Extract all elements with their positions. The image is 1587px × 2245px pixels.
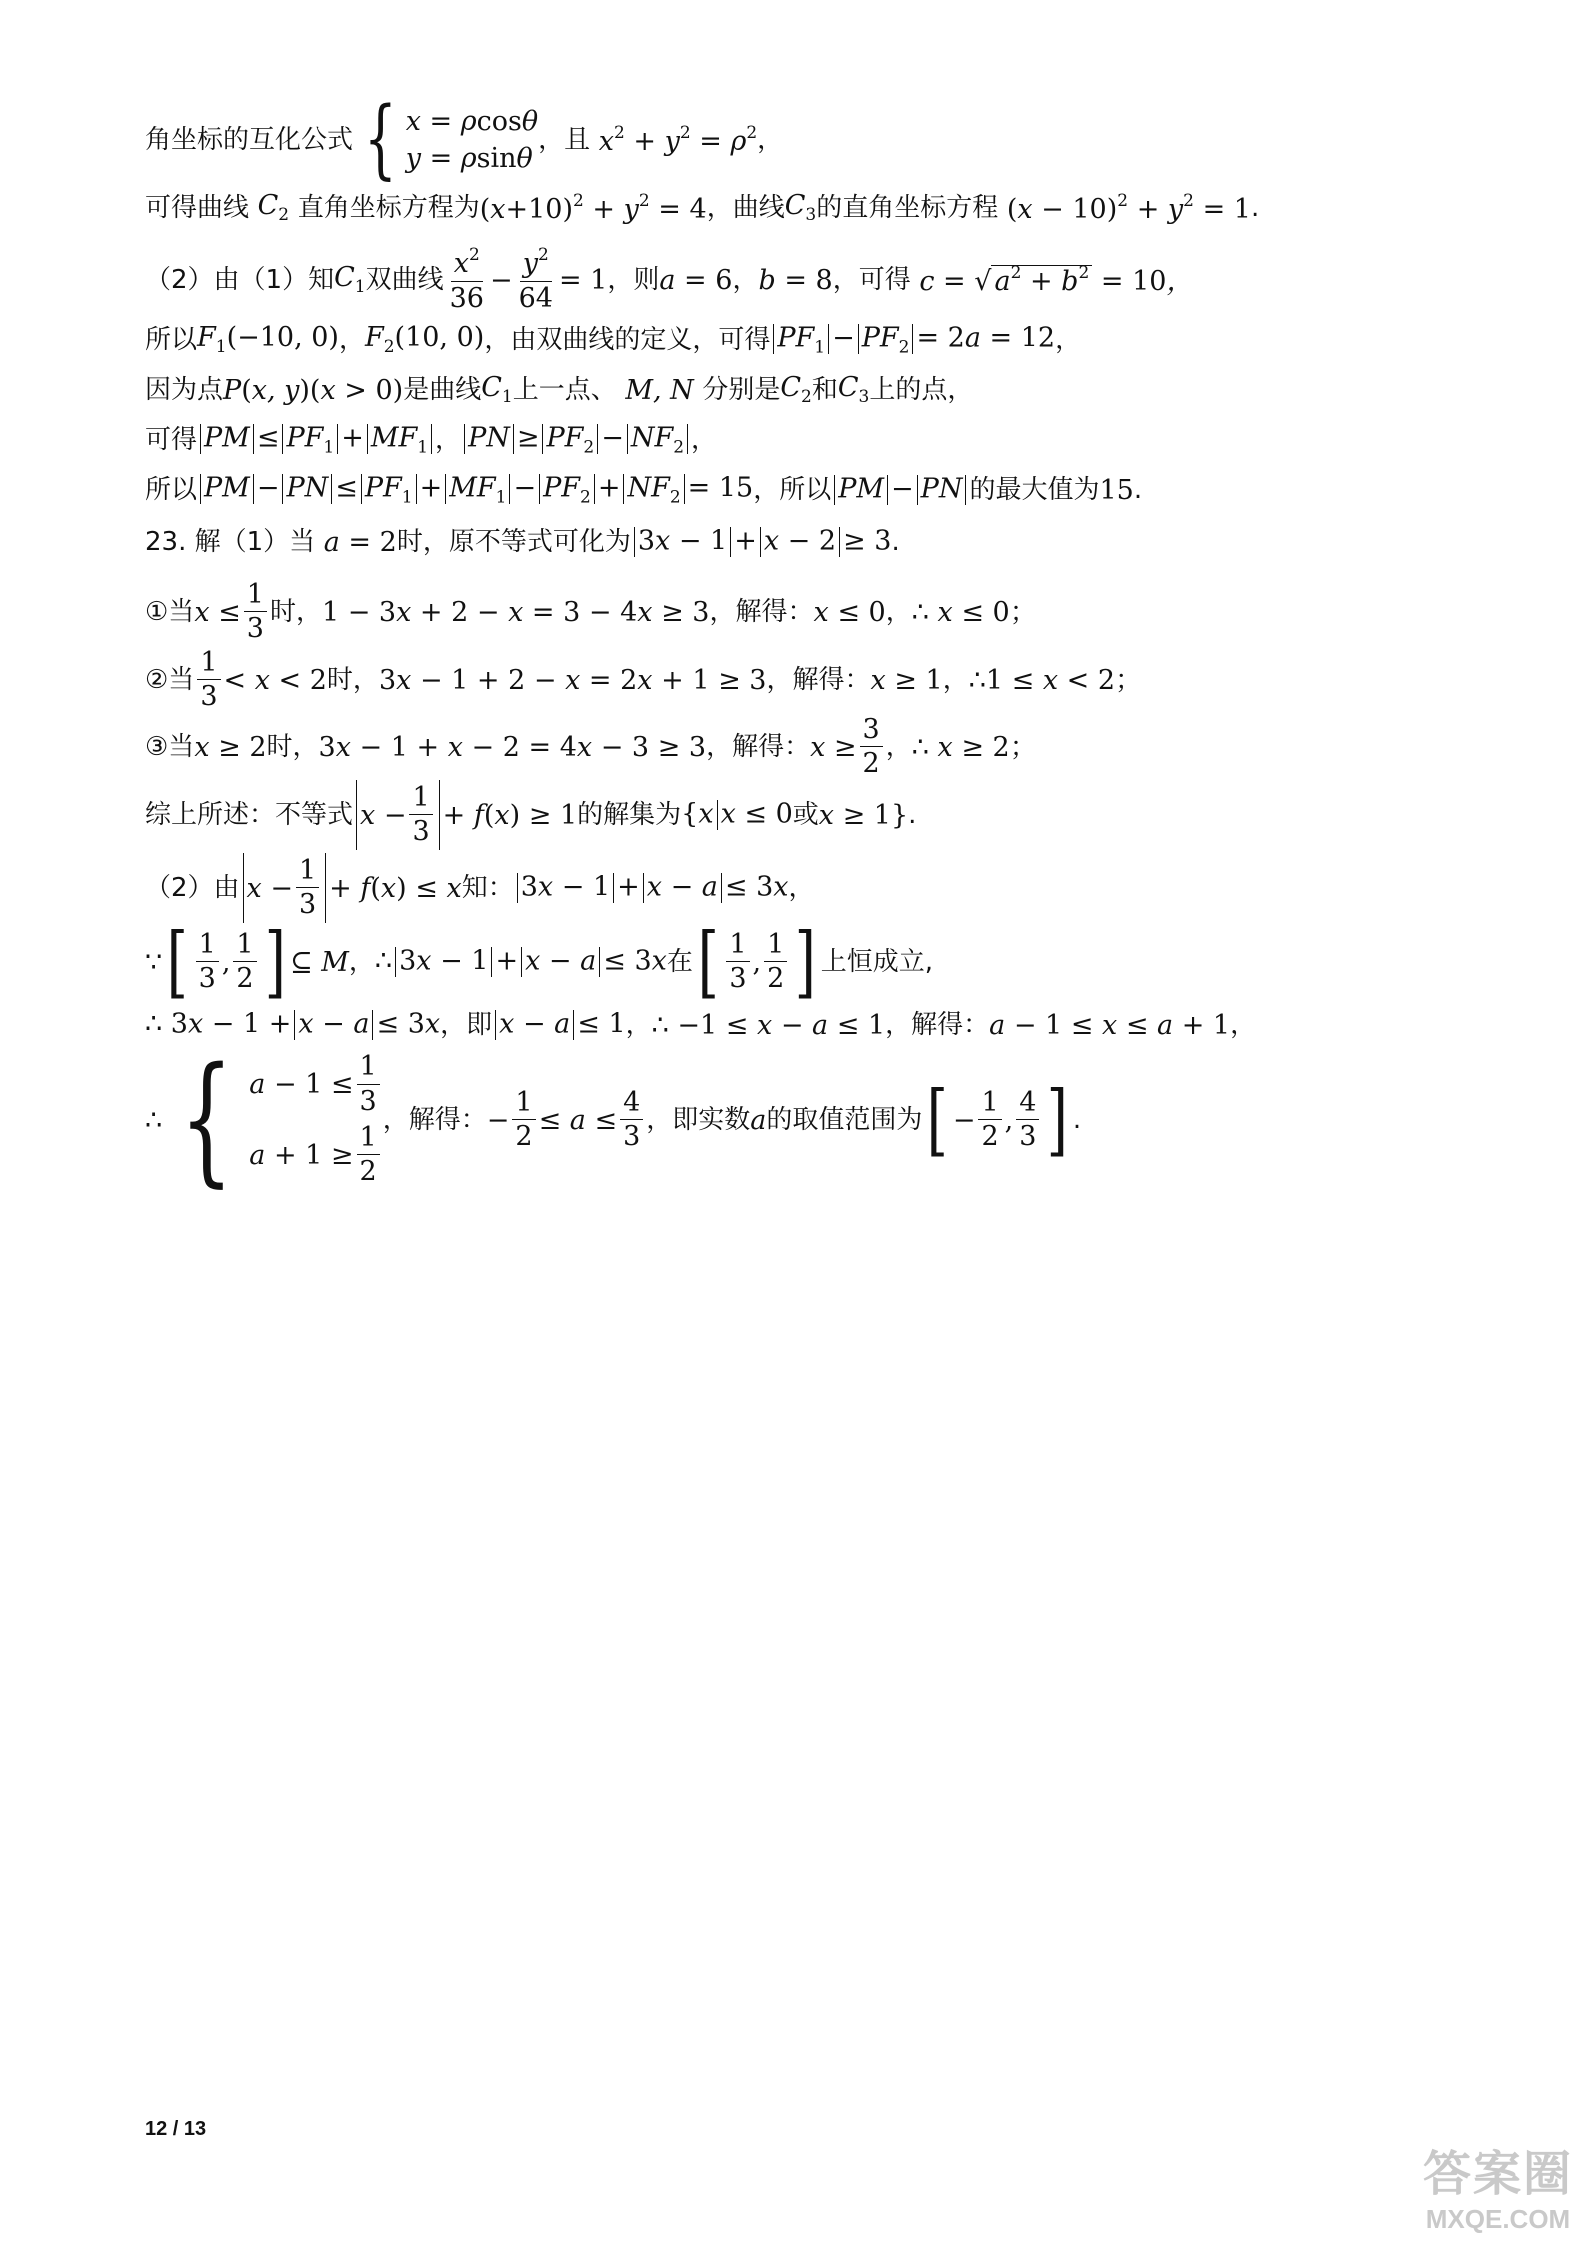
text: ，所以 — [753, 475, 832, 505]
line-8 — [145, 522, 900, 562]
formula: x ≥ 1} — [818, 799, 909, 831]
formula: ≤ a ≤ — [538, 1104, 618, 1136]
text: ，解得： — [709, 597, 814, 627]
because-symbol: ∵ — [145, 946, 163, 978]
text: 角坐标的互化公式 — [145, 125, 354, 155]
text: （2）由 — [145, 873, 240, 903]
text: . — [1072, 1105, 1082, 1135]
fraction: $\frac{1}{3}$ — [296, 857, 319, 920]
fraction: $\frac{3}{2}$ — [860, 716, 883, 779]
bracket: [ — [166, 916, 189, 1007]
formula: ∴ x ≤ 0； — [911, 596, 1037, 628]
line-3: （2）由（1）知 $C_1$ 双曲线 $\frac{x^2}{36}$ − $\frac{y^2}{64}$ = 1 ，则 a = 6 ， b = 8 ，可得 c = √ $a^2 + b^2 = 10$， — [145, 245, 1194, 314]
formula: ∴1 ≤ x < 2； — [968, 664, 1143, 696]
text: 上恒成立, — [820, 947, 933, 977]
equation-system: a − 1 ≤ $\frac{1}{3}$ a + 1 ≥ $\frac{1}{2}$ — [249, 1053, 382, 1186]
line-16: ∴ { a − 1 ≤ $\frac{1}{3}$ a + 1 ≥ $\frac{1}{2}$ ，解得： − $\frac{1}{2}$ ≤ a ≤ $\frac{4}{3}$ ，即实数 a 的取值范围为 [ − $\frac{1}{2}$ , $\frac{4}{3}$ ] . — [145, 1038, 1082, 1201]
line-4 — [145, 320, 1081, 360]
text: ， — [732, 265, 759, 295]
formula: $F_1(-10$, 0) — [197, 322, 339, 357]
text: ，解得： — [885, 1010, 990, 1040]
formula: $(x - 10)^2 + y^2 = 1$ — [1006, 191, 1251, 225]
text: 时，原不等式可化为 — [396, 527, 631, 557]
line-2 — [145, 188, 1259, 228]
text: 时， — [266, 732, 319, 762]
bracket: ] — [264, 916, 286, 1007]
text: ， — [757, 125, 784, 155]
text: 在 — [666, 947, 693, 977]
formula: $C_2$ — [249, 190, 290, 225]
fraction: $\frac{1}{2}$ — [978, 1089, 1001, 1152]
formula: 1 − 3x + 2 − x = 3 − 4x ≥ 3 — [321, 596, 710, 628]
text: ， — [885, 732, 912, 762]
formula: < x < 2 — [223, 664, 327, 696]
text: ， — [625, 1010, 652, 1040]
formula: x − — [246, 872, 293, 904]
text: （2）由（1）知 — [145, 265, 335, 295]
formula: $C_1$ — [481, 372, 513, 407]
text: 可得 — [145, 425, 198, 455]
formula: b = 8 — [758, 264, 833, 296]
formula: x ≥ 1 — [870, 664, 943, 696]
max-value: 15 — [1099, 474, 1134, 506]
text: . — [1250, 193, 1260, 223]
formula: 3x − 1 + x − 2 = 4x − 3 ≥ 3 — [318, 731, 707, 763]
watermark-url: MXQE.COM — [1425, 2204, 1571, 2234]
formula: ∴ 3x − 1 + x − a ≤ 3x — [145, 1008, 441, 1040]
text: 是曲线 — [403, 375, 482, 405]
text: 知： — [461, 873, 514, 903]
line-10 — [145, 640, 1142, 720]
line-5 — [145, 370, 973, 410]
formula: a = 6 — [659, 264, 733, 296]
formula: $C_3$ — [837, 372, 870, 407]
text: ，由双曲线的定义，可得 — [484, 325, 771, 355]
formula: a — [750, 1104, 767, 1136]
line-14: ∵ [ $\frac{1}{3}$ , $\frac{1}{2}$ ] ⊆ M ， ∴ 3x − 1 + x − a ≤ 3x 在 [ $\frac{1}{3}$ , $\frac{1}{2}$ ] 上恒成立, — [145, 916, 933, 1007]
fraction: $\frac{4}{3}$ — [620, 1089, 643, 1152]
line-1 — [145, 89, 784, 190]
text: . — [908, 800, 917, 830]
text: ， — [788, 873, 815, 903]
text: ③当 — [145, 732, 195, 762]
fraction: $\frac{1}{3}$ — [196, 931, 219, 994]
fraction: $\frac{1}{2}$ — [512, 1089, 535, 1152]
formula: PN ≥ $PF_2 - NF_2$ — [461, 424, 691, 457]
text: 的取值范围为 — [766, 1105, 923, 1135]
formula: $x^2 + y^2 = \rho^2$ — [590, 123, 758, 157]
formula: $F_2(10$, 0) — [364, 322, 485, 357]
formula: PM − PN ≤ $PF_1 + MF_1 - PF_2 + NF_2 = 15$ — [197, 474, 753, 507]
formula: 3x − 1 + x − a ≤ 3x — [514, 873, 789, 903]
formula: P(x, y)(x > 0) — [223, 374, 404, 406]
formula: ∴ −1 ≤ x − a ≤ 1 — [651, 1009, 886, 1041]
text: ，解得： — [706, 732, 811, 762]
line-7 — [145, 470, 1142, 510]
text: ， — [348, 947, 375, 977]
text: ， — [1055, 325, 1082, 355]
formula: M, N — [616, 374, 703, 406]
text: ，可得 — [832, 265, 911, 295]
fraction: $\frac{1}{2}$ — [764, 931, 787, 994]
formula: x ≤ 0 — [813, 596, 886, 628]
text: ，且 — [538, 125, 591, 155]
text: 的直角坐标方程 — [816, 193, 999, 223]
text: . — [1133, 475, 1143, 505]
text: 23. 解（1）当 — [145, 527, 316, 557]
line-11 — [145, 712, 1037, 782]
formula: x ≥ 2 — [194, 731, 267, 763]
line-6 — [145, 420, 717, 460]
text: ， — [885, 597, 912, 627]
fraction: $\frac{1}{3}$ — [244, 581, 267, 644]
formula: x ≤ — [194, 596, 241, 628]
text: ， — [1230, 1010, 1257, 1040]
text: ②当 — [145, 665, 195, 695]
formula: + f(x) ≥ 1 — [442, 799, 578, 831]
fraction: $\frac{y^2}{64}$ — [518, 245, 553, 314]
formula: 3x − 1 + 2 − x = 2x + 1 ≥ 3 — [378, 664, 767, 696]
text: ，即实数 — [646, 1105, 751, 1135]
formula: 3x − 1 + x − 2 ≥ 3 — [631, 527, 892, 557]
therefore-symbol: ∴ — [145, 1104, 163, 1136]
formula: $C_2$ — [780, 372, 812, 407]
text: ，解得： — [766, 665, 871, 695]
brace: { — [363, 89, 397, 190]
formula: $(x+10)^2 + y^2 = 4$ — [479, 191, 707, 225]
fraction: $\frac{4}{3}$ — [1016, 1089, 1039, 1152]
text: 分别是 — [702, 375, 781, 405]
text: 双曲线 — [365, 265, 444, 295]
formula: ∴ x ≥ 2； — [911, 731, 1037, 763]
text: 因为点 — [145, 375, 224, 405]
text: 可得曲线 — [145, 193, 250, 223]
page-number: 12 / 13 — [145, 2118, 207, 2140]
line-12 — [145, 775, 916, 855]
text: 上一点、 — [512, 375, 617, 405]
formula: c = √ $a^2 + b^2 = 10$， — [910, 263, 1194, 297]
text: . — [891, 527, 900, 557]
text: ， — [338, 325, 365, 355]
text: 时， — [326, 665, 379, 695]
brace: { — [180, 1038, 234, 1201]
text: 上的点， — [869, 375, 974, 405]
bracket: ] — [1047, 1074, 1069, 1165]
formula: {x x ≤ 0 — [681, 798, 793, 830]
formula: PM ≤ $PF_1 + MF_1$ — [197, 424, 435, 457]
fraction: $\frac{1}{3}$ — [409, 784, 432, 847]
formula: a = 2 — [315, 526, 397, 558]
text: 时， — [269, 597, 322, 627]
equation-system: x = ρcosθ y = ρsinθ — [405, 106, 539, 174]
text: ，则 — [607, 265, 660, 295]
text: 所以 — [145, 475, 198, 505]
formula: a − 1 ≤ x ≤ a + 1 — [989, 1009, 1231, 1041]
text: 或 — [792, 800, 819, 830]
text: 所以 — [145, 325, 198, 355]
bracket: [ — [926, 1074, 949, 1165]
formula: x − a ≤ 1 — [492, 1010, 626, 1040]
fraction: $\frac{1}{3}$ — [197, 649, 220, 712]
formula: x ≥ — [810, 731, 857, 763]
formula: PM − PN — [831, 475, 969, 505]
text: 直角坐标方程为 — [297, 193, 480, 223]
line-15 — [145, 1005, 1256, 1045]
text: ，即 — [440, 1010, 493, 1040]
watermark-logo — [1423, 2135, 1573, 2235]
text: ，曲线 — [706, 193, 785, 223]
text: 的解集为 — [577, 800, 682, 830]
text: 综上所述：不等式 — [145, 800, 354, 830]
text: ， — [691, 425, 718, 455]
bracket: [ — [697, 916, 719, 1007]
formula: ∴ 3x − 1 + x − a ≤ 3x — [374, 945, 667, 977]
text: 的最大值为 — [969, 475, 1100, 505]
text: 和 — [811, 375, 838, 405]
fraction: $\frac{x^2}{36}$ — [449, 245, 484, 314]
formula: ⊆ M — [290, 946, 349, 978]
formula: $C_1$ — [334, 262, 366, 297]
text: ①当 — [145, 597, 195, 627]
formula: $PF_1 - PF_2 = 2a = 12$ — [770, 324, 1055, 357]
formula: x − — [360, 799, 407, 831]
fraction: $\frac{1}{3}$ — [726, 931, 749, 994]
watermark-text: 答案圈 — [1422, 2148, 1573, 2201]
bracket: ] — [794, 916, 817, 1007]
formula: $C_3$ — [784, 190, 817, 225]
formula: + f(x) ≤ x — [329, 872, 462, 904]
text: ， — [942, 665, 969, 695]
text: ， — [435, 425, 462, 455]
fraction: $\frac{1}{2}$ — [233, 931, 256, 994]
text: ，解得： — [382, 1105, 487, 1135]
